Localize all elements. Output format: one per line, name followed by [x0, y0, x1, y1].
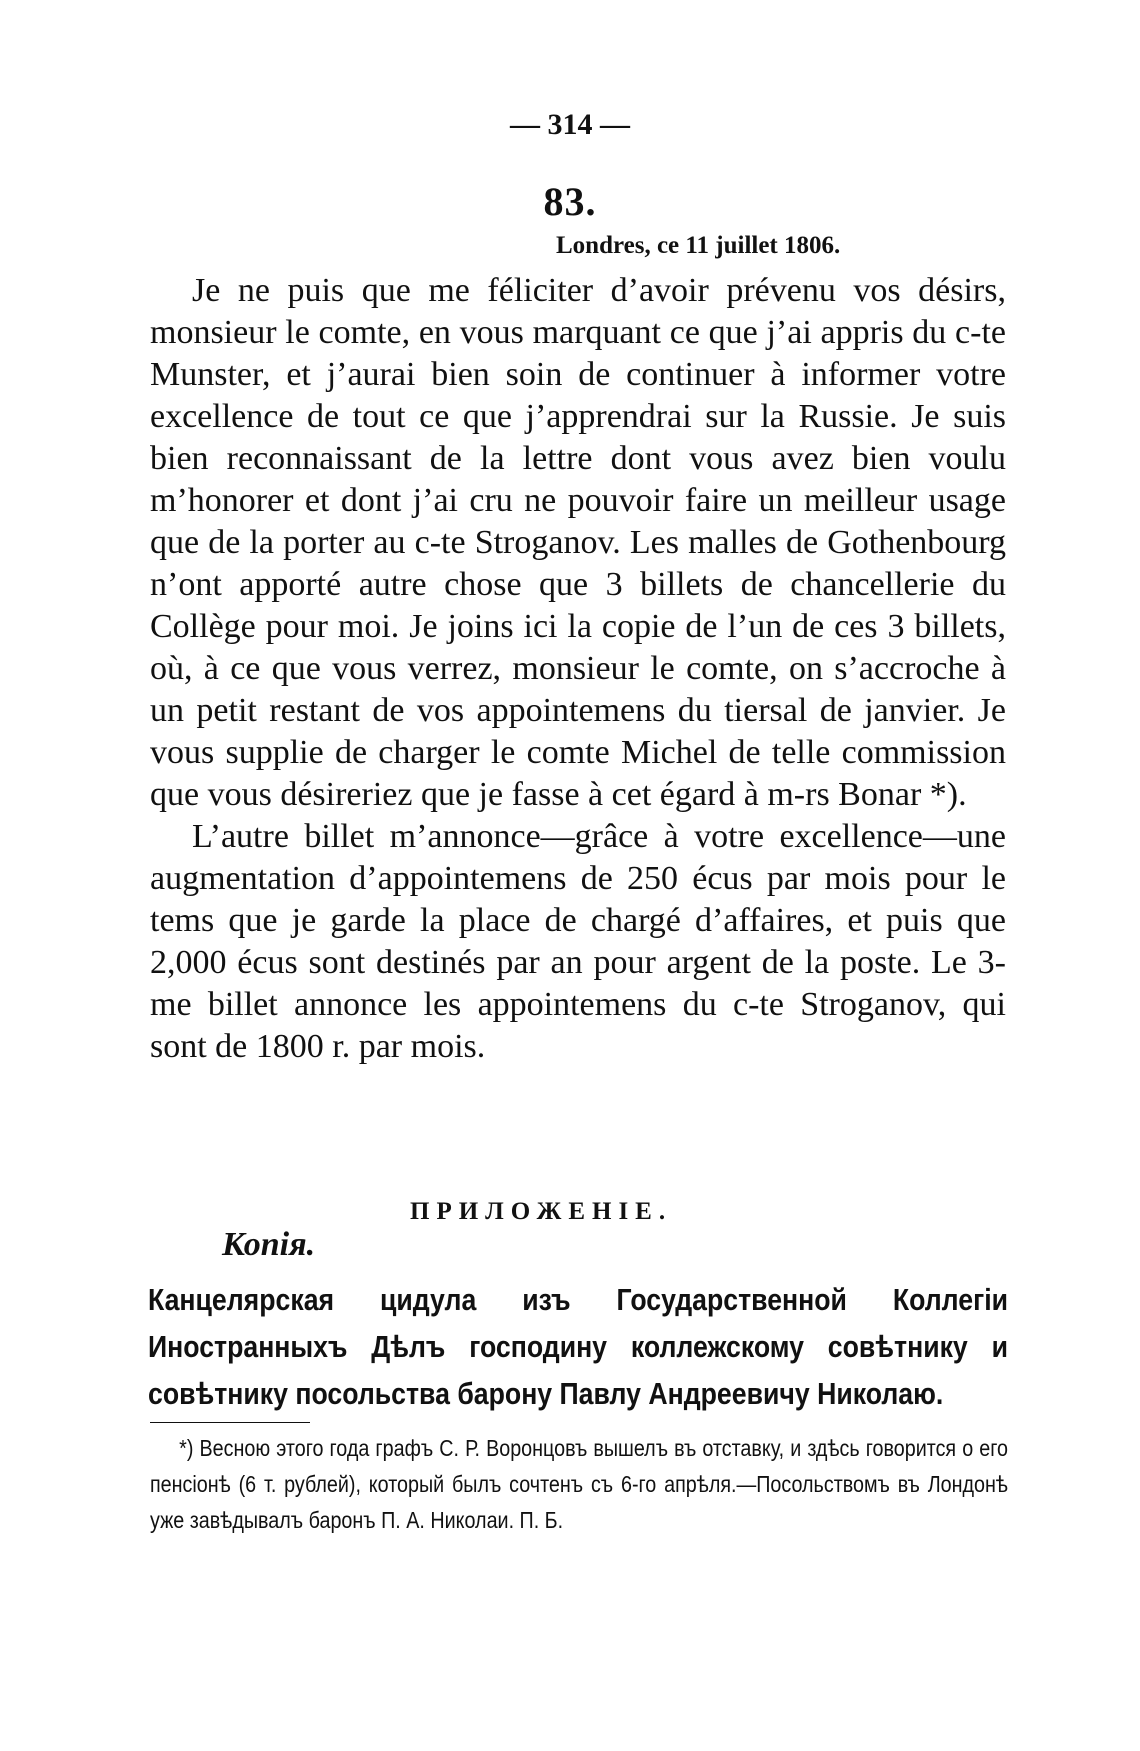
letter-number: 83.: [543, 179, 597, 224]
copy-label: Копія.: [222, 1226, 316, 1263]
dateline: Londres, ce 11 juillet 1806.: [556, 232, 841, 259]
footnote-rule: [150, 1422, 310, 1423]
appendix-line-3: совѣтнику посольства барону Павлу Андреевичу Николаю.: [148, 1376, 944, 1411]
appendix-heading: ПРИЛОЖЕНІЕ.: [410, 1198, 673, 1225]
appendix-line-1: Канцелярская цидула изъ Государственной Коллегіи: [148, 1282, 1008, 1317]
appendix-text: [148, 1276, 1008, 1417]
letter-paragraph-1: Je ne puis que me féliciter d’avoir prévenu vos désirs, monsieur le comte, en vous marquant ce que j’ai appris du c-te Munster, et j’aurai bien soin de continuer à informer votre excellence de tout ce que j’apprendrai sur la Russie. Je suis bien reconnaissant de la lettre dont vous avez bien voulu m’honorer et dont j’ai cru ne pouvoir faire un meilleur usage que de la porter au c-te Stroganov. Les malles de Gothenbourg n’ont apporté autre chose que 3 billets de chancellerie du Collège pour moi. Je joins ici la copie de l’un de ces 3 billets, où, à ce que vous verrez, monsieur le comte, on s’accroche à un petit restant de vos appointemens du tiersal de janvier. Je vous supplie de charger le comte Michel de telle commission que vous désireriez que je fasse à cet égard à m-rs Bonar *).: [150, 272, 1006, 813]
page-number: — 314 —: [510, 108, 630, 141]
footnote: *) Весною этого года графъ С. Р. Воронцовъ вышелъ въ отставку, и здѣсь говорится о его пенсіонѣ (6 т. рублей), который былъ сочтенъ съ 6-го апрѣля.—Посольствомъ въ Лондонѣ уже завѣдывалъ баронъ П. А. Николаи. П. Б.: [150, 1435, 1008, 1533]
letter-paragraph-2: L’autre billet m’annonce—grâce à votre excellence—une augmentation d’appointemens de 250 écus par mois pour le tems que je garde la place de chargé d’affaires, et puis que 2,000 écus sont destinés par an pour argent de la poste. Le 3-me billet annonce les appointemens du c-te Stroganov, qui sont de 1800 r. par mois.: [150, 818, 1006, 1065]
letter-body: [150, 270, 1006, 1068]
appendix-line-2: Иностранныхъ Дѣлъ господину коллежскому совѣтнику и: [148, 1329, 1008, 1364]
